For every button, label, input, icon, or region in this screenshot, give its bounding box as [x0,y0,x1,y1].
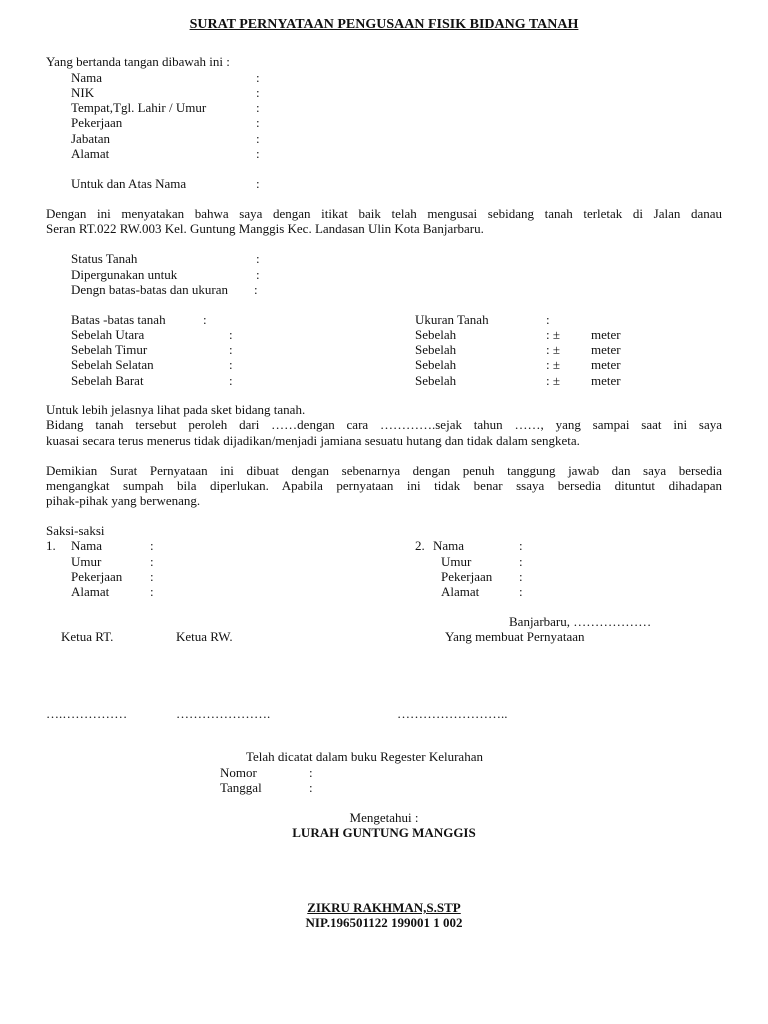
signer-rt-label: Ketua RT. [61,629,114,644]
witness-1-label-pekerjaan: Pekerjaan [71,569,123,584]
boundary-plusminus: : ± [546,342,560,357]
witness-2-label-alamat: Alamat [441,584,480,599]
origin-line-1: Bidang tanah tersebut peroleh dari ……dengan cara ………….sejak tahun ……, yang sampai saat ini saya [46,417,722,432]
witness-colon: : [519,538,523,553]
witness-colon: : [150,569,154,584]
boundary-unit: meter [591,342,621,357]
land-colon: : [256,267,260,282]
witness-1-label-umur: Umur [71,554,102,569]
boundaries-header-left-colon: : [203,312,207,327]
register-colon: : [309,780,313,795]
identity-colon: : [256,115,260,130]
boundary-plusminus: : ± [546,327,560,342]
document-title: SURAT PERNYATAAN PENGUSAAN FISIK BIDANG TANAH [189,17,579,32]
boundary-unit: meter [591,357,621,372]
witness-colon: : [519,569,523,584]
witness-colon: : [519,554,523,569]
boundary-label-selatan: Sebelah Selatan [71,357,154,372]
witness-2-number: 2. [415,538,425,553]
sketch-note: Untuk lebih jelasnya lihat pada sket bidang tanah. [46,402,306,417]
boundary-unit: meter [591,373,621,388]
signer-rw-line: …………………. [176,706,271,721]
witness-colon: : [519,584,523,599]
boundary-plusminus: : ± [546,357,560,372]
boundary-right-label: Sebelah [415,342,457,357]
boundaries-header-left: Batas -batas tanah [71,312,166,327]
atas-nama-colon: : [256,176,260,191]
boundary-plusminus: : ± [546,373,560,388]
boundary-unit: meter [591,327,621,342]
signer-maker-line: …………………….. [397,706,508,721]
boundary-colon: : [229,342,233,357]
land-label-boundaries: Dengn batas-batas dan ukuran [71,282,229,297]
identity-colon: : [256,146,260,161]
identity-label-nama: Nama [71,70,103,85]
register-tanggal-label: Tanggal [220,780,262,795]
witness-2-label-pekerjaan: Pekerjaan [441,569,493,584]
witness-colon: : [150,554,154,569]
register-text: Telah dicatat dalam buku Regester Kelurahan [246,749,483,764]
boundary-label-barat: Sebelah Barat [71,373,144,388]
boundary-right-label: Sebelah [415,357,457,372]
intro-line: Yang bertanda tangan dibawah ini : [46,54,230,69]
boundary-label-utara: Sebelah Utara [71,327,145,342]
identity-label-nik: NIK [71,85,95,100]
boundaries-header-right: Ukuran Tanah [415,312,489,327]
place-date: Banjarbaru, ……………… [509,614,652,629]
statement-line-2: Seran RT.022 RW.003 Kel. Guntung Manggis Kec. Landasan Ulin Kota Banjarbaru. [46,221,484,236]
land-colon: : [256,251,260,266]
boundary-label-timur: Sebelah Timur [71,342,148,357]
signer-rt-line: ….…………… [46,706,128,721]
approval-official-name: ZIKRU RAKHMAN,S.STP [307,900,461,915]
identity-label-ttl: Tempat,Tgl. Lahir / Umur [71,100,207,115]
identity-colon: : [256,131,260,146]
boundary-colon: : [229,327,233,342]
approval-mengetahui: Mengetahui : [349,810,419,825]
identity-colon: : [256,70,260,85]
witness-2-label-umur: Umur [441,554,472,569]
witness-heading: Saksi-saksi [46,523,105,538]
witness-1-label-nama: Nama [71,538,103,553]
land-label-usage: Dipergunakan untuk [71,267,178,282]
boundaries-header-right-colon: : [546,312,550,327]
identity-label-pekerjaan: Pekerjaan [71,115,123,130]
identity-colon: : [256,85,260,100]
witness-2-label-nama: Nama [433,538,465,553]
witness-1-number: 1. [46,538,56,553]
origin-line-2: kuasai secara terus menerus tidak dijadikan/menjadi jamiana sesuatu hutang dan tidak dalam sengketa. [46,433,580,448]
approval-office: LURAH GUNTUNG MANGGIS [292,825,476,840]
closing-line-1: Demikian Surat Pernyataan ini dibuat dengan sebenarnya dengan penuh tanggung jawab dan saya bersedia [46,463,722,478]
statement-line-1: Dengan ini menyatakan bahwa saya dengan itikat baik telah mengusai sebidang tanah terletak di Jalan danau [46,206,722,221]
identity-label-jabatan: Jabatan [71,131,110,146]
signer-rw-label: Ketua RW. [176,629,233,644]
signer-maker-label: Yang membuat Pernyataan [445,629,585,644]
witness-1-label-alamat: Alamat [71,584,110,599]
approval-official-nip: NIP.196501122 199001 1 002 [305,915,463,930]
boundary-right-label: Sebelah [415,327,457,342]
witness-colon: : [150,584,154,599]
identity-colon: : [256,100,260,115]
land-label-status: Status Tanah [71,251,138,266]
register-colon: : [309,765,313,780]
atas-nama-label: Untuk dan Atas Nama [71,176,187,191]
register-nomor-label: Nomor [220,765,257,780]
closing-line-2: mengangkat sumpah bila diperlukan. Apabila pernyataan ini tidak benar ssaya bersedia dituntut dihadapan [46,478,722,493]
identity-label-alamat: Alamat [71,146,110,161]
boundary-right-label: Sebelah [415,373,457,388]
land-colon: : [254,282,258,297]
boundary-colon: : [229,357,233,372]
boundary-colon: : [229,373,233,388]
witness-colon: : [150,538,154,553]
closing-line-3: pihak-pihak yang berwenang. [46,493,201,508]
